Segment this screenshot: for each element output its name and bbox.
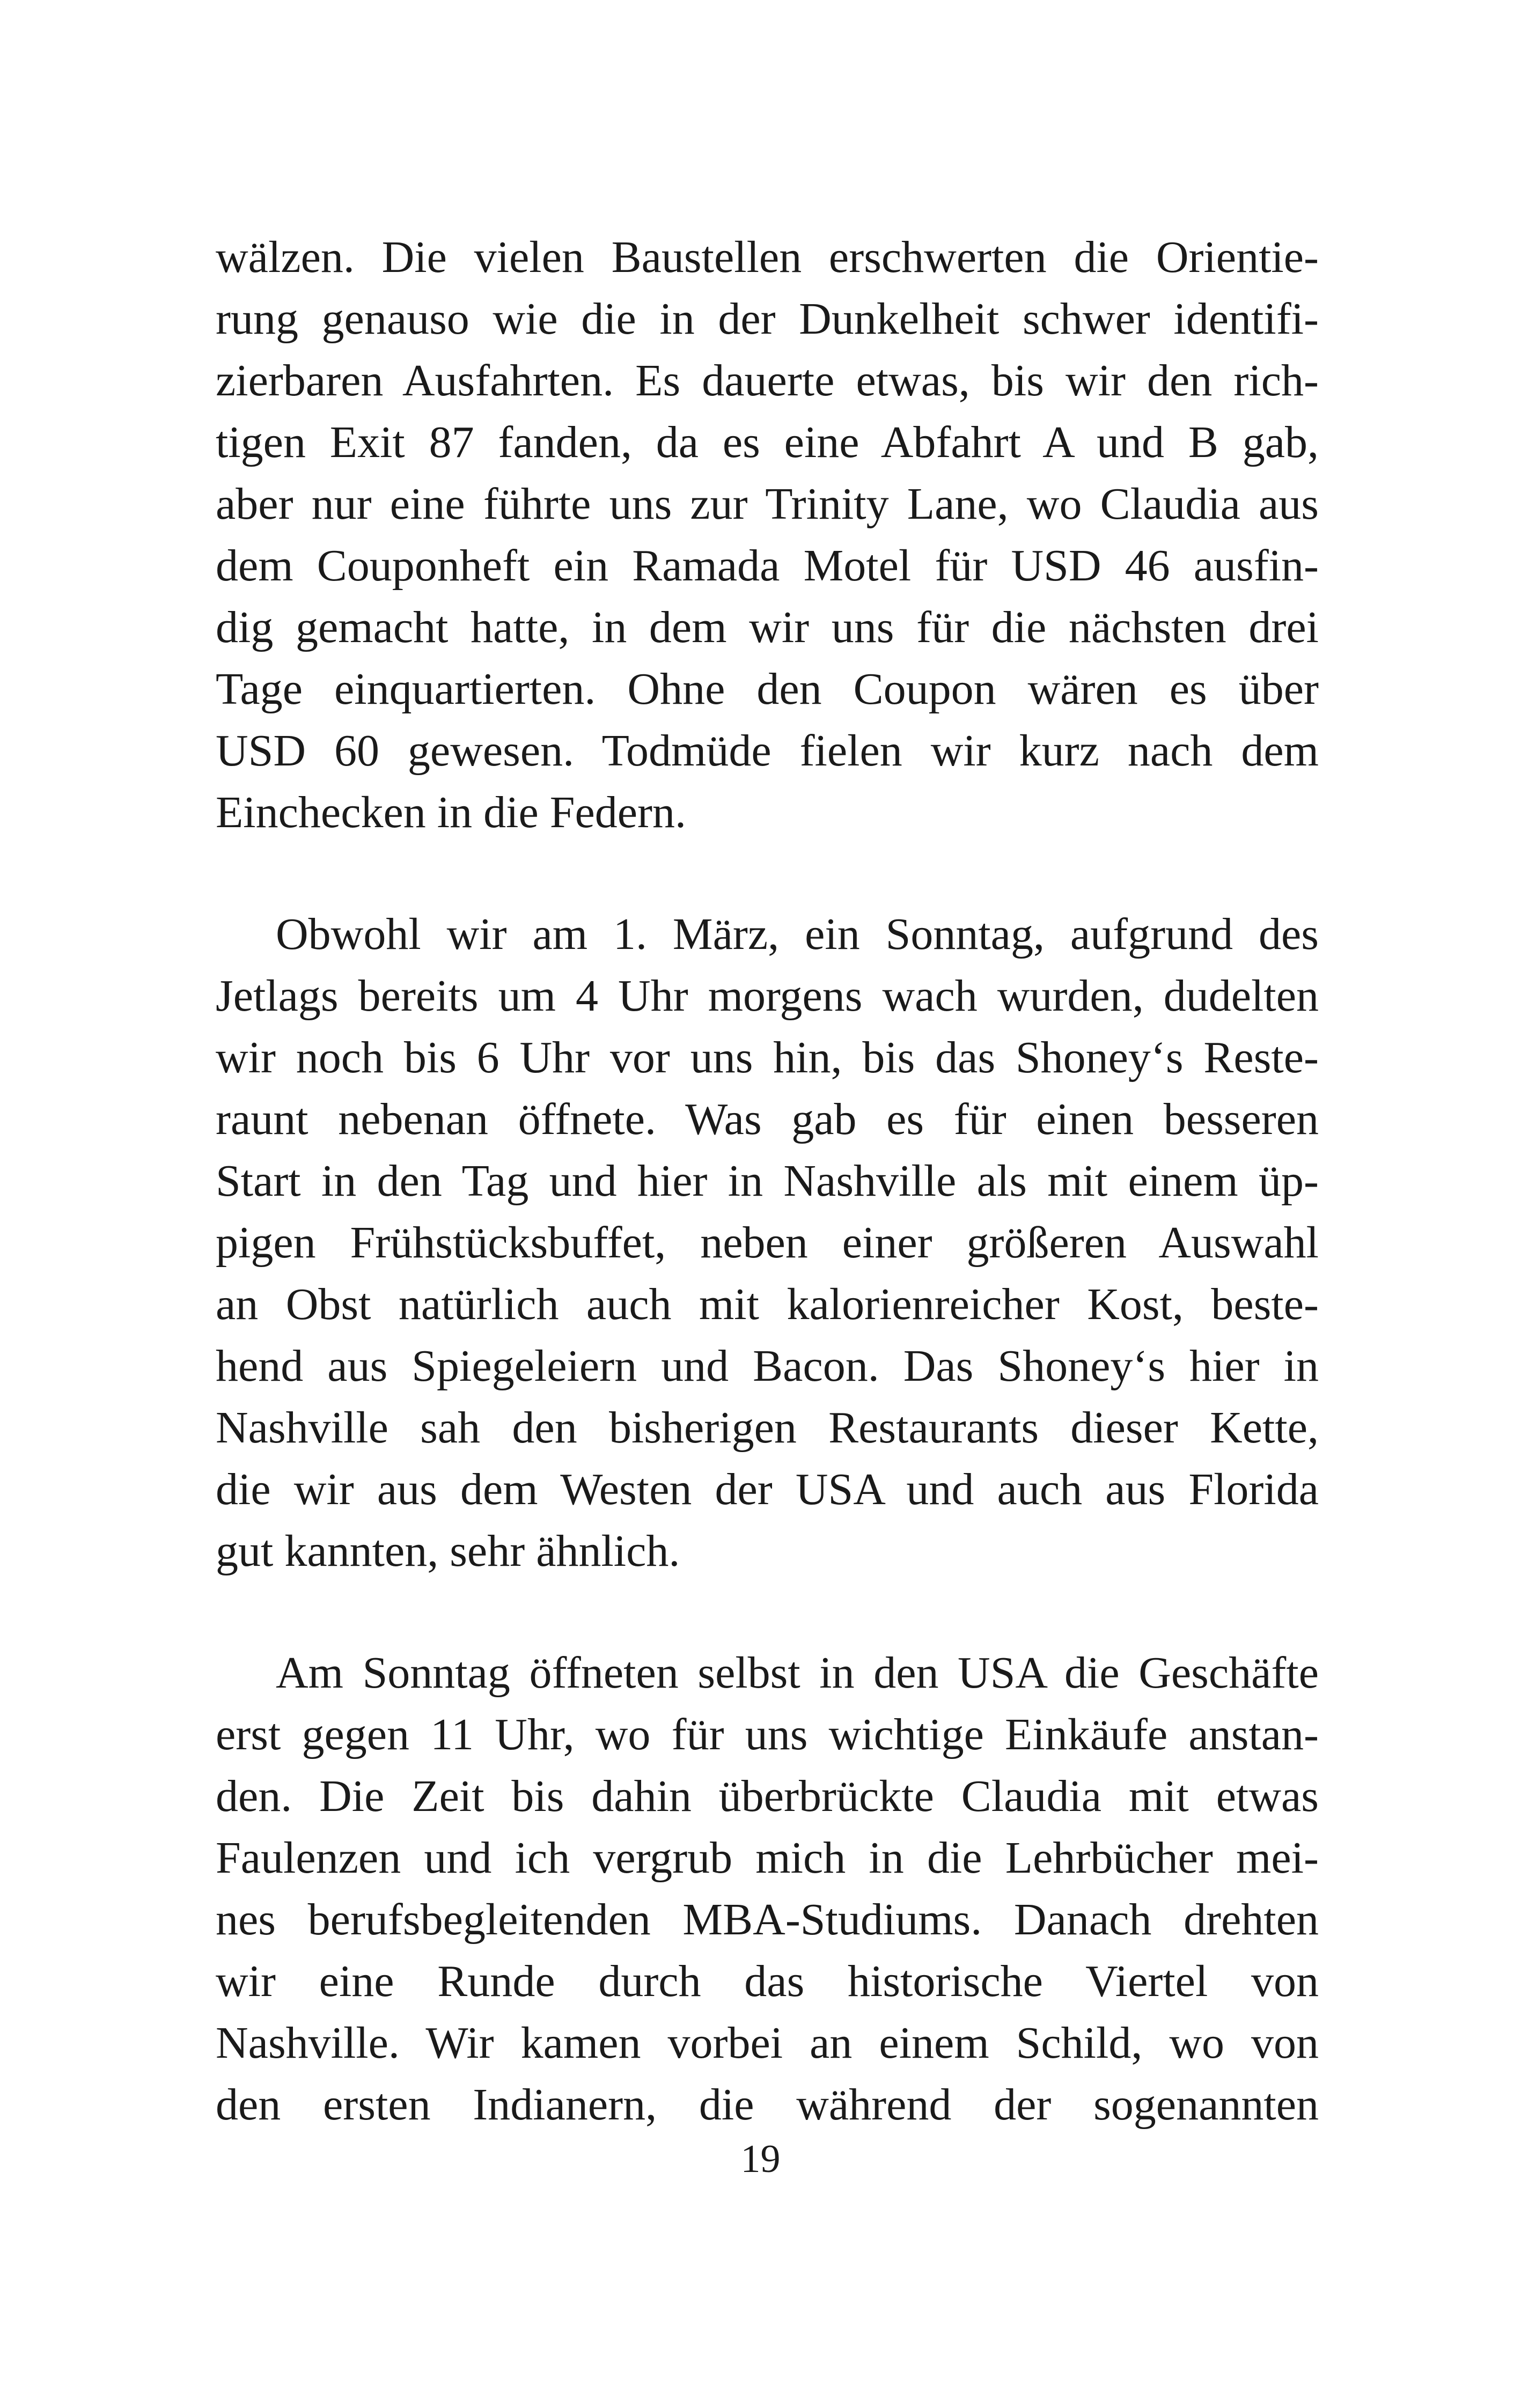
text-line: zierbaren Ausfahrten. Es dauerte etwas, bis wir den rich- xyxy=(216,356,1319,406)
text-line: hend aus Spiegeleiern und Bacon. Das Shoney‘s hier in xyxy=(216,1341,1319,1391)
page-number: 19 xyxy=(740,2137,781,2181)
text-line: gut kannten, sehr ähnlich. xyxy=(216,1526,680,1576)
text-line: wir eine Runde durch das historische Viertel von xyxy=(216,1956,1319,2006)
paragraph-gap xyxy=(216,843,1319,903)
text-line: wir noch bis 6 Uhr vor uns hin, bis das Shoney‘s Reste- xyxy=(216,1033,1319,1083)
text-line: Nashville. Wir kamen vorbei an einem Schild, wo von xyxy=(216,2018,1319,2068)
text-line: nes berufsbegleitenden MBA-Studiums. Danach drehten xyxy=(216,1895,1319,1945)
text-line: raunt nebenan öffnete. Was gab es für einen besseren xyxy=(216,1094,1319,1144)
text-line: Faulenzen und ich vergrub mich in die Lehrbücher mei- xyxy=(216,1833,1319,1883)
text-line: tigen Exit 87 fanden, da es eine Abfahrt A und B gab, xyxy=(216,417,1319,467)
text-line: pigen Frühstücksbuffet, neben einer größeren Auswahl xyxy=(216,1218,1319,1268)
text-line: die wir aus dem Westen der USA und auch aus Florida xyxy=(216,1464,1319,1514)
text-line: Obwohl wir am 1. März, ein Sonntag, aufgrund des xyxy=(276,909,1319,959)
body-text xyxy=(216,226,1319,2135)
text-line: wälzen. Die vielen Baustellen erschwerten die Orientie- xyxy=(216,232,1319,282)
text-line: Tage einquartierten. Ohne den Coupon wären es über xyxy=(216,664,1319,714)
text-line: rung genauso wie die in der Dunkelheit schwer identifi- xyxy=(216,294,1319,344)
paragraph-gap xyxy=(216,1582,1319,1642)
text-line: erst gegen 11 Uhr, wo für uns wichtige Einkäufe anstan- xyxy=(216,1710,1319,1759)
text-line: Start in den Tag und hier in Nashville als mit einem üp- xyxy=(216,1156,1319,1206)
text-line: USD 60 gewesen. Todmüde fielen wir kurz nach dem xyxy=(216,726,1319,776)
text-line: dem Couponheft ein Ramada Motel für USD 46 ausfin- xyxy=(216,541,1319,591)
text-line: an Obst natürlich auch mit kalorienreicher Kost, beste- xyxy=(216,1279,1319,1329)
text-line: Am Sonntag öffneten selbst in den USA die Geschäfte xyxy=(276,1648,1319,1698)
text-line: Einchecken in die Federn. xyxy=(216,787,686,837)
text-line: Jetlags bereits um 4 Uhr morgens wach wurden, dudelten xyxy=(216,971,1319,1021)
text-line: den. Die Zeit bis dahin überbrückte Claudia mit etwas xyxy=(216,1771,1319,1821)
text-line: Nashville sah den bisherigen Restaurants dieser Kette, xyxy=(216,1403,1319,1453)
text-line: dig gemacht hatte, in dem wir uns für die nächsten drei xyxy=(216,602,1319,652)
text-line: den ersten Indianern, die während der sogenannten xyxy=(216,2080,1319,2130)
text-line: aber nur eine führte uns zur Trinity Lane, wo Claudia aus xyxy=(216,479,1319,529)
